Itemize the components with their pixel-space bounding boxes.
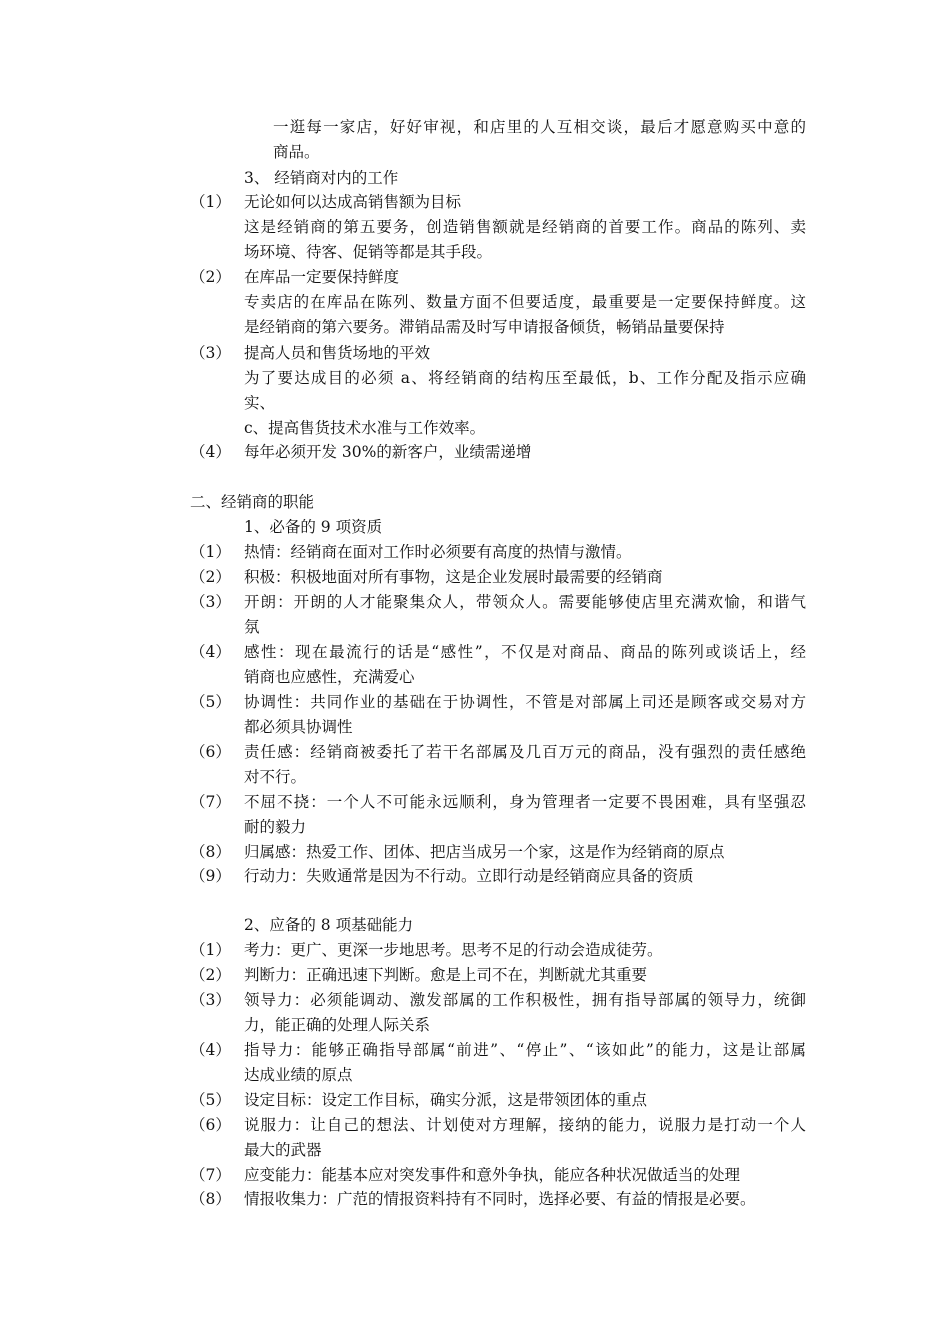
item-number: （1） — [190, 941, 231, 959]
item-number: （2） — [190, 268, 231, 286]
item-text: 设定目标：设定工作目标，确实分派，这是带领团体的重点 — [244, 1091, 648, 1109]
item-text: 积极：积极地面对所有事物，这是企业发展时最需要的经销商 — [244, 568, 663, 586]
subsection-heading: 1、必备的 9 项资质 — [244, 518, 383, 536]
item-number: （2） — [190, 966, 231, 984]
item-text: 热情：经销商在面对工作时必须要有高度的热情与激情。 — [244, 543, 632, 561]
item-body: 实、 — [244, 394, 276, 412]
item-number: （3） — [190, 344, 231, 362]
item-text: 力，能正确的处理人际关系 — [244, 1016, 431, 1034]
item-text: 行动力：失败通常是因为不行动。立即行动是经销商应具备的资质 — [244, 867, 694, 885]
item-number: （1） — [190, 193, 231, 211]
intro-line: 一逛每一家店，好好审视，和店里的人互相交谈，最后才愿意购买中意的 — [273, 118, 806, 136]
item-text: 达成业绩的原点 — [244, 1066, 353, 1084]
item-number: （8） — [190, 843, 231, 861]
item-number: （9） — [190, 867, 231, 885]
item-text: 最大的武器 — [244, 1141, 322, 1159]
item-title: 提高人员和售货场地的平效 — [244, 344, 431, 362]
item-text: 责任感：经销商被委托了若干名部属及几百万元的商品，没有强烈的责任感绝 — [244, 743, 806, 761]
item-text: 说服力：让自己的想法、计划使对方理解，接纳的能力，说服力是打动一个人 — [244, 1116, 806, 1134]
item-body: 专卖店的在库品在陈列、数量方面不但要适度，最重要是一定要保持鲜度。这 — [244, 293, 806, 311]
item-text: 考力：更广、更深一步地思考。思考不足的行动会造成徒劳。 — [244, 941, 663, 959]
item-number: （2） — [190, 568, 231, 586]
item-title: 在库品一定要保持鲜度 — [244, 268, 400, 286]
item-text: 对不行。 — [244, 768, 307, 786]
item-text: 归属感：热爱工作、团体、把店当成另一个家，这是作为经销商的原点 — [244, 843, 725, 861]
item-text: 耐的毅力 — [244, 818, 307, 836]
item-title: 每年必须开发 30%的新客户，业绩需递增 — [244, 443, 532, 461]
item-number: （4） — [190, 443, 231, 461]
item-body: 这是经销商的第五要务，创造销售额就是经销商的首要工作。商品的陈列、卖 — [244, 218, 806, 236]
item-text: 氛 — [244, 618, 260, 636]
item-text: 协调性：共同作业的基础在于协调性，不管是对部属上司还是顾客或交易对方 — [244, 693, 806, 711]
subsection-heading: 2、应备的 8 项基础能力 — [244, 916, 414, 934]
item-text: 不屈不挠：一个人不可能永远顺利，身为管理者一定要不畏困难，具有坚强忍 — [244, 793, 806, 811]
item-number: （6） — [190, 743, 231, 761]
item-number: （6） — [190, 1116, 231, 1134]
item-number: （1） — [190, 543, 231, 561]
item-text: 应变能力：能基本应对突发事件和意外争执，能应各种状况做适当的处理 — [244, 1166, 741, 1184]
item-number: （7） — [190, 793, 231, 811]
intro-line: 商品。 — [273, 143, 320, 161]
item-text: 领导力：必须能调动、激发部属的工作积极性，拥有指导部属的领导力，统御 — [244, 991, 806, 1009]
item-text: 都必须具协调性 — [244, 718, 353, 736]
item-text: 开朗：开朗的人才能聚集众人，带领众人。需要能够使店里充满欢愉，和谐气 — [244, 593, 806, 611]
item-number: （8） — [190, 1190, 231, 1208]
item-title: 无论如何以达成高销售额为目标 — [244, 193, 462, 211]
part-heading: 二、经销商的职能 — [190, 493, 315, 511]
item-body: 为了要达成目的必须 a、将经销商的结构压至最低，b、工作分配及指示应确 — [244, 369, 806, 387]
section-heading: 3、 经销商对内的工作 — [244, 169, 399, 187]
item-number: （7） — [190, 1166, 231, 1184]
item-text: 判断力：正确迅速下判断。愈是上司不在，判断就尤其重要 — [244, 966, 648, 984]
item-text: 销商也应感性，充满爱心 — [244, 668, 415, 686]
item-text: 指导力：能够正确指导部属“前进”、“停止”、“该如此”的能力，这是让部属 — [244, 1041, 806, 1059]
item-number: （3） — [190, 991, 231, 1009]
item-number: （4） — [190, 643, 231, 661]
item-text: 情报收集力：广范的情报资料持有不同时，选择必要、有益的情报是必要。 — [244, 1190, 756, 1208]
item-number: （4） — [190, 1041, 231, 1059]
item-body: 是经销商的第六要务。滞销品需及时写申请报备倾货，畅销品量要保持 — [244, 318, 725, 336]
item-number: （3） — [190, 593, 231, 611]
item-number: （5） — [190, 693, 231, 711]
item-body: c、提高售货技术水准与工作效率。 — [244, 419, 486, 437]
item-text: 感性：现在最流行的话是“感性”，不仅是对商品、商品的陈列或谈话上，经 — [244, 643, 806, 661]
item-body: 场环境、待客、促销等都是其手段。 — [244, 243, 493, 261]
item-number: （5） — [190, 1091, 231, 1109]
